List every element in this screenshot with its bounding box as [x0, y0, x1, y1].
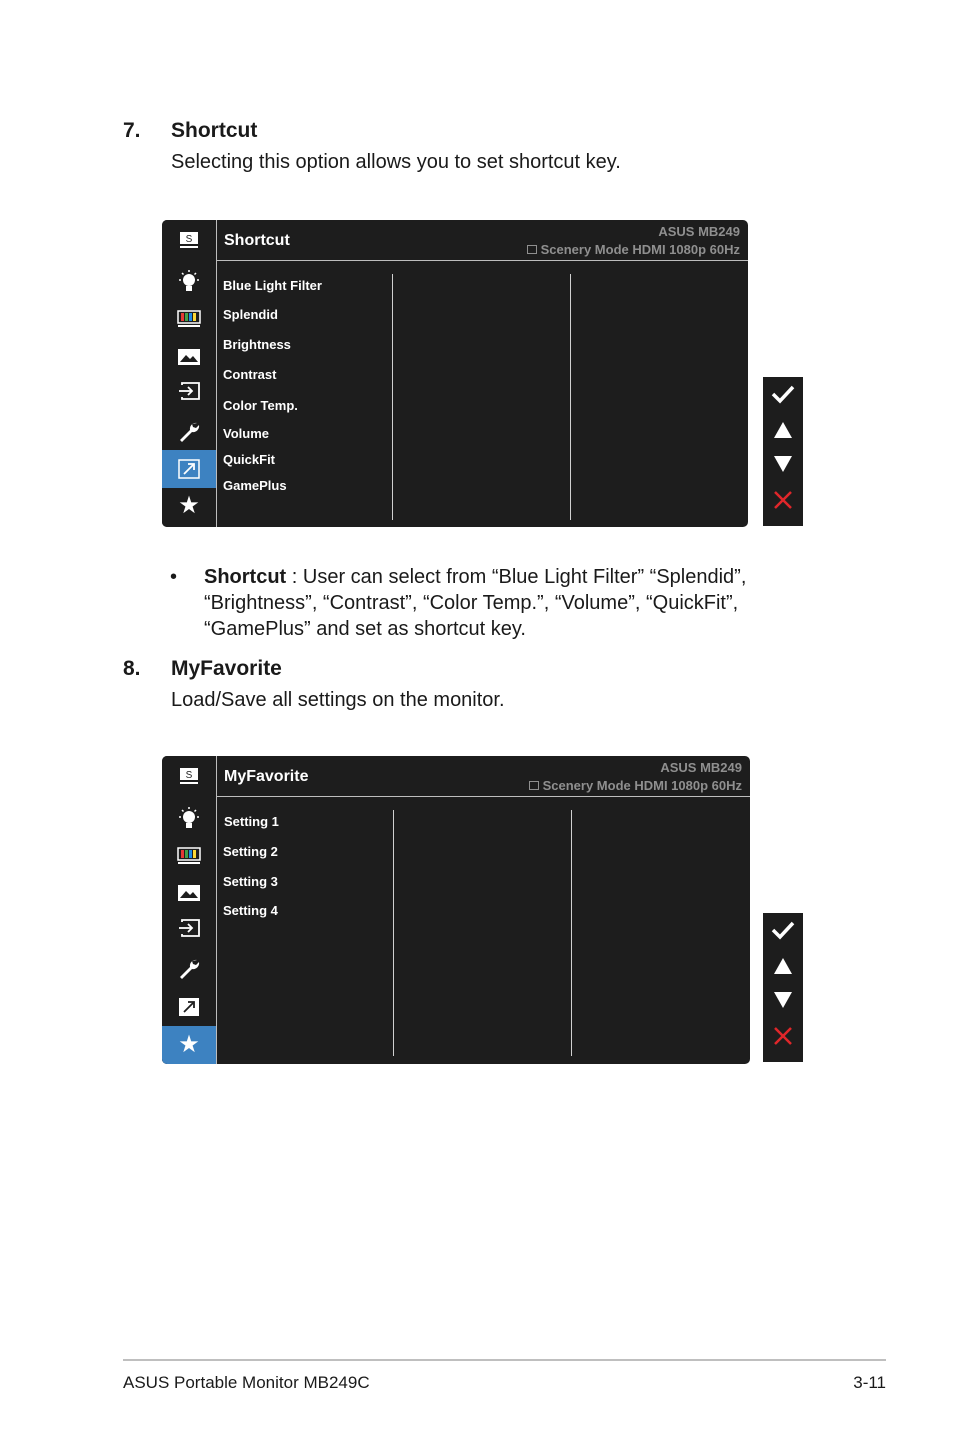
osd-title: Shortcut — [224, 232, 290, 249]
osd-status-text: Scenery Mode HDMI 1080p 60Hz — [540, 242, 740, 257]
input-select-icon[interactable] — [162, 372, 216, 410]
check-icon[interactable] — [763, 377, 803, 411]
svg-text:S: S — [185, 234, 193, 245]
page-number: 3-11 — [853, 1373, 886, 1392]
down-triangle-icon[interactable] — [763, 983, 803, 1017]
column-divider — [393, 810, 394, 1056]
bullet-term: Shortcut — [204, 566, 287, 588]
wrench-icon[interactable] — [162, 413, 216, 451]
footer-title: ASUS Portable Monitor MB249C — [123, 1373, 370, 1392]
color-bars-icon[interactable] — [162, 300, 216, 338]
up-triangle-icon[interactable] — [763, 949, 803, 983]
osd-sidebar — [162, 756, 217, 1064]
menu-item-color-temp[interactable]: Color Temp. — [223, 398, 298, 413]
star-icon[interactable]: ★ — [162, 1026, 216, 1064]
bullet-text: : User can select from “Blue Light Filter” “Splendid”, “Brightness”, “Contrast”, “Color Temp.”, “Volume”, “QuickFit”, “GamePlus” and set as shortcut key. — [204, 566, 747, 640]
down-triangle-icon[interactable] — [763, 447, 803, 481]
shortcut-arrow-icon[interactable] — [162, 450, 216, 488]
status-square-icon — [529, 781, 539, 790]
bullet-dot: • — [170, 566, 178, 588]
osd-shortcut-panel — [162, 220, 748, 527]
osd-title: MyFavorite — [224, 768, 309, 785]
up-triangle-icon[interactable] — [763, 413, 803, 447]
splendid-s-icon[interactable] — [162, 757, 216, 795]
osd-model: ASUS MB249 — [660, 760, 742, 775]
close-x-icon[interactable] — [763, 1019, 803, 1053]
menu-item-blue-light-filter[interactable]: Blue Light Filter — [223, 278, 322, 293]
image-icon[interactable] — [162, 874, 216, 912]
image-icon[interactable] — [162, 338, 216, 376]
osd-header — [217, 220, 748, 261]
osd-header — [217, 756, 750, 797]
column-divider — [570, 274, 571, 520]
svg-text:S: S — [185, 770, 193, 781]
check-icon[interactable] — [763, 913, 803, 947]
close-x-icon[interactable] — [763, 483, 803, 517]
menu-item-setting-2[interactable]: Setting 2 — [223, 844, 278, 859]
section-8-number: 8. — [123, 657, 141, 680]
menu-item-brightness[interactable]: Brightness — [223, 337, 291, 352]
section-8-title: MyFavorite — [171, 657, 282, 680]
osd-status — [529, 778, 742, 793]
color-bars-icon[interactable] — [162, 837, 216, 875]
menu-item-contrast[interactable]: Contrast — [223, 367, 277, 382]
blue-light-bulb-icon[interactable] — [162, 800, 216, 838]
wrench-icon[interactable] — [162, 950, 216, 988]
osd-control-keys — [763, 913, 803, 1062]
osd-status-text: Scenery Mode HDMI 1080p 60Hz — [542, 778, 742, 793]
menu-item-volume[interactable]: Volume — [223, 426, 269, 441]
menu-item-quickfit[interactable]: QuickFit — [223, 452, 276, 467]
footer-rule — [123, 1359, 886, 1361]
menu-item-splendid[interactable]: Splendid — [223, 307, 278, 322]
star-icon[interactable]: ★ — [178, 492, 200, 519]
osd-control-keys — [763, 377, 803, 526]
section-7-number: 7. — [123, 119, 141, 142]
menu-item-setting-3[interactable]: Setting 3 — [223, 874, 278, 889]
osd-status — [527, 242, 740, 257]
splendid-s-icon[interactable] — [162, 221, 216, 259]
section-7-title: Shortcut — [171, 119, 258, 142]
shortcut-arrow-icon[interactable] — [162, 988, 216, 1026]
section-7-description: Selecting this option allows you to set shortcut key. — [171, 151, 621, 173]
menu-item-setting-1[interactable]: Setting 1 — [224, 814, 279, 829]
menu-item-setting-4[interactable]: Setting 4 — [223, 903, 278, 918]
input-select-icon[interactable] — [162, 909, 216, 947]
osd-model: ASUS MB249 — [658, 224, 740, 239]
section-8-description: Load/Save all settings on the monitor. — [171, 689, 505, 711]
column-divider — [392, 274, 393, 520]
bullet-paragraph — [204, 564, 824, 642]
osd-myfavorite-panel — [162, 756, 750, 1064]
blue-light-bulb-icon[interactable] — [162, 263, 216, 301]
menu-item-gameplus[interactable]: GamePlus — [223, 478, 287, 493]
column-divider — [571, 810, 572, 1056]
osd-sidebar — [162, 220, 217, 527]
status-square-icon — [527, 245, 537, 254]
